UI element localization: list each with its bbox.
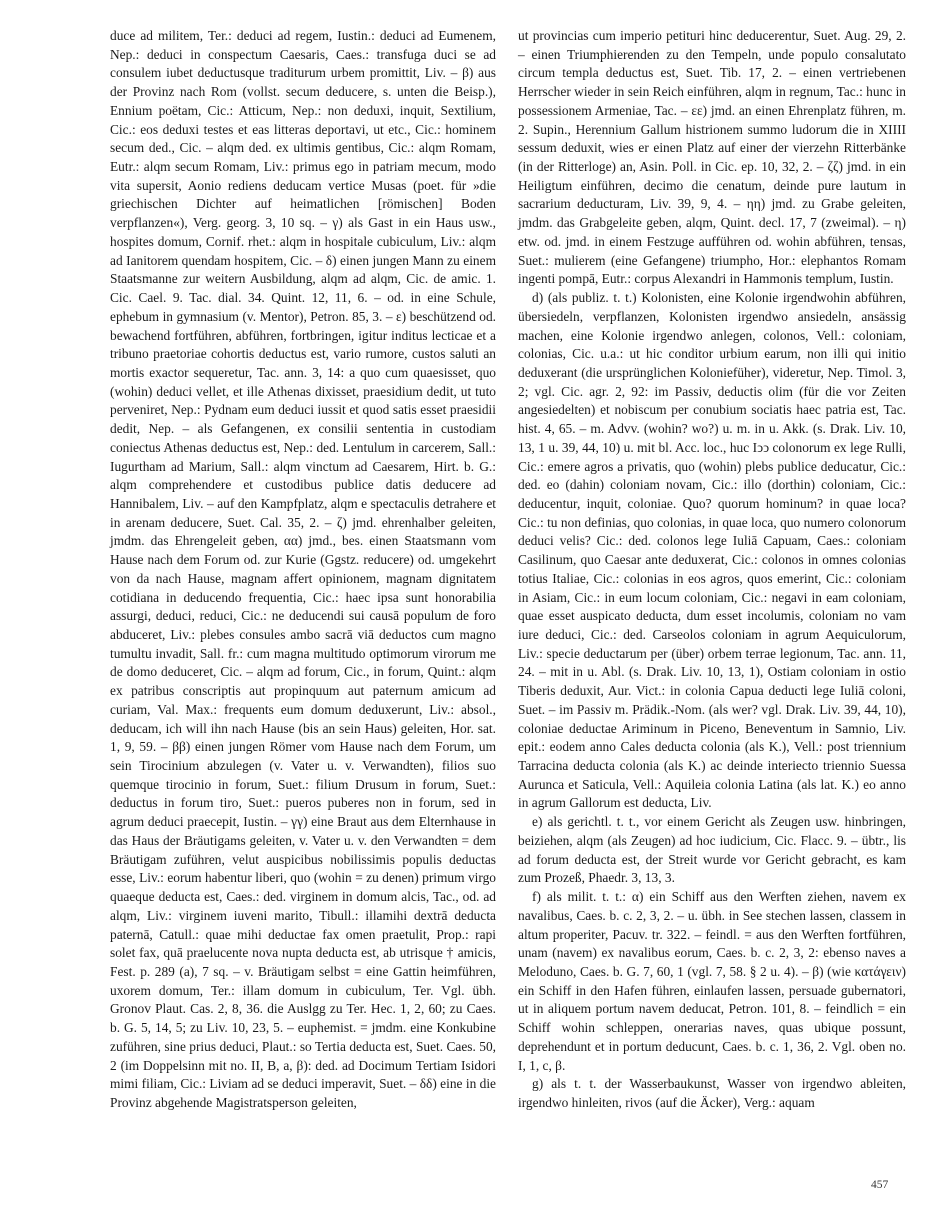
paragraph: g) als t. t. der Wasserbaukunst, Wasser von irgendwo ableiten, irgendwo hinleiten, rivos (auf die Äcker), Verg.: aquam <box>518 1076 906 1110</box>
left-column <box>110 27 496 1113</box>
paragraph: e) als gerichtl. t. t., vor einem Gericht als Zeugen usw. hinbringen, beiziehen, alqm (als Zeugen) ad hoc iudicium, Cic. Flacc. 9. – übtr., lis ad forum deducta est, der Streit wurde vor Gericht gebracht, es kam zum Prozeß, Phaedr. 3, 13, 3. <box>518 814 906 886</box>
paragraph: duce ad militem, Ter.: deduci ad regem, Iustin.: deduci ad Eumenem, Nep.: deduci in conspectum Caesaris, Caes.: transfuga duci se ad consulem iubet deductusque traditurum urbem promittit, Liv. – β) aus der Provinz nach Rom (vollst. secum deducere, s. unten die Beisp.), Ennium poëtam, Cic.: Atticum, Nep.: non deduxi, inquit, Sextilium, Cic.: eos deduxi testes et eas litteras deportavi, ut etc., Cic.: hominem secum ded., Cic. – alqm ded. ex ultimis gentibus, Cic.: alqm Romam, Eutr.: alqm secum Romam, Liv.: primus ego in patriam mecum, modo vita supersit, Aonio rediens deducam vertice Musas (poet. für »die griechischen Dichter auf heimatlichen [römischen] Boden verpflanzen«), Verg. georg. 3, 10 sq. – γ) als Gast in ein Haus usw., hospites domum, Cornif. rhet.: alqm in hospitale cubiculum, Liv.: alqm ad Ianitorem quendam hospitem, Cic. – δ) einen jungen Mann zu einem Staatsmanne zur weitern Ausbildung, alqm ad alqm, Cic. de amic. 1. Cic. Cael. 9. Tac. dial. 34. Quint. 12, 11, 6. – od. in eine Schule, ephebum in gymnasium (v. Mentor), Petron. 85, 3. – ε) beschützend od. bewachend fortführen, abführen, fortbringen, igitur inditus lecticae et a tribuno praetoriae cohortis deductus est, vario rumore, custos saluti an mortis exactor sequeretur, Tac. ann. 3, 14: a quo cum quaesisset, quo (wohin) deduci vellet, et ille Athenas dixisset, praesidium dedit, ut tuto perveniret, Nep.: Pydnam eum deduci iussit et quod satis esset praesidii dedit, Nep. – als Gefangenen, ex consilii sententia in custodiam coniectus Athenas deductus est, Nep.: ded. Lentulum in carcerem, Sall.: Iugurtham ad Marium, Sall.: alqm vinctum ad Caesarem, Hirt. b. G.: alqm comprehendere et custodibus publice datis deducere ad Hannibalem, Liv. – auf den Kampfplatz, alqm e spectaculis detrahere et in arenam deducere, Suet. Cal. 35, 2. – ζ) jmd. ehrenhalber geleiten, jmdm. das Ehrengeleit geben, αα) jmd., bes. einen Staatsmann vom Hause nach dem Forum od. zur Kurie (Ggstz. reducere) od. umgekehrt von da nach Hause, magnam affert opinionem, magnam dignitatem cotidiana in deducendo frequentia, Cic.: haec ipsa sunt honorabilia assurgi, deduci, reduci, Cic.: ne deducendi sui causā populum de foro abduceret, Liv.: plebes consules ambo sacrā viā deductos cum magno tumultu invadit, Sall. fr.: cum magna multitudo optimorum virorum me de domo deduceret, Cic. – alqm ad forum, Cic., in forum, Quint.: alqm ex patribus conscriptis aut propinquum aut paternum amicum ad curiam, Val. Max.: frequents eum domum deduxerunt, Liv.: absol., deducam, ich will ihn nach Hause (bis an sein Haus) geleiten, Hor. sat. 1, 9, 59. – ββ) einen jungen Römer vom Hause nach dem Forum, um sein Tirocinium abzulegen (v. Vater u. v. Verwandten), filios suo quemque tirocinio in forum, Suet.: filium Drusum in forum, Suet.: deductus in forum tiro, Suet.: pueros puberes non in forum, sed in agrum deduci praecepit, Iustin. – γγ) eine Braut aus dem Elternhause in das Haus der Bräutigams geleiten, v. Vater u. v. den Verwandten = dem Bräutigam zuführen, velut auspicibus nobilissimis populis deductas esse, Liv.: eorum habentur liberi, quo (wohin = zu denen) primum virgo quaeque deducta est, Caes.: ded. virginem in domum alcis, Tac., od. ad alqm, Liv.: virginem iuveni marito, Tibull.: illamihi dextrā deducta paternā, Catull.: quae mihi deductae fax omen praetulit, Prop.: rapi solet fax, quā praelucente nova nupta deducta est, ab utrisque † amicis, Fest. p. 289 (a), 7 sq. – v. Bräutigam selbst = eine Gattin heimführen, uxorem domum, Ter.: illam domum in cubiculum, Ter. Vgl. übh. Gronov Plaut. Cas. 2, 8, 36. die Auslgg zu Ter. Hec. 1, 2, 60; zu Caes. b. G. 5, 14, 5; zu Liv. 10, 23, 5. – euphemist. = jmdm. eine Konkubine zuführen, sine prius deduci, Plaut.: so Tertia deducta est, Suet. Caes. 50, 2 (im Doppelsinn mit no. II, B, a, β): ded. ad Docimum Tertiam Isidori mimi filiam, Cic.: Liviam ad se deduci imperavit, Suet. – δδ) eine in die Provinz abgehende Magistratsperson geleiten, <box>110 28 496 1110</box>
right-column <box>518 27 906 1113</box>
page-number: 457 <box>871 1179 889 1191</box>
paragraph: ut provincias cum imperio petituri hinc deducerentur, Suet. Aug. 29, 2. – einen Triumphierenden zu den Tempeln, unde populo consalutato circum templa deductus est, Suet. Tib. 17, 2. – einen vertriebenen Herrscher wieder in sein Reich einführen, alqm in regnum, Tac.: hunc in possessionem Armeniae, Tac. – εε) jmd. an einen Ehrenplatz führen, m. 2. Supin., Herennium Gallum histrionem summo ludorum die in XIIII sessum deduxit, wies er einen Platz auf einer der vierzehn Ritterbänke (in der Ritterloge) an, Asin. Poll. in Cic. ep. 10, 32, 2. – ζζ) jmd. in ein Heiligtum einführen, decimo die cenatum, deinde pure lautum in sacrarium deducturam, Liv. 39, 9, 4. – ηη) jmd. zu Grabe geleiten, jmdm. das Grabgeleite geben, alqm, Quint. decl. 17, 7 (zweimal). – η) etw. od. jmd. in einem Festzuge aufführen od. wohin abführen, tensas, Suet.: mulierem (eine Gefangene) triumpho, Hor.: elephantos Romam ingenti pompā, Eutr.: corpus Alexandri in Hammonis templum, Iustin. <box>518 28 906 287</box>
paragraph: f) als milit. t. t.: α) ein Schiff aus den Werften ziehen, navem ex navalibus, Caes. b. c. 2, 3, 2. – u. übh. in See stechen lassen, classem in altum properiter, Pacuv. tr. 322. – feindl. = aus den Werften fortführen, unam (navem) ex navalibus eorum, Caes. b. c. 2, 3, 2: ebenso naves a Meloduno, Caes. b. G. 7, 60, 1 (vgl. 7, 58. § 2 u. 4). – β) (wie κατάγειν) ein Schiff in den Hafen führen, einlaufen lassen, persuade gubernatori, ut in aliquem portum navem deducat, Petron. 101, 8. – feindlich = ein Schiff wohin schleppen, onerarias naves, quas ubique possunt, deprehendunt et in portum deducunt, Caes. b. c. 1, 36, 2. Vgl. oben no. I, 1, c, β. <box>518 889 906 1073</box>
paragraph: d) (als publiz. t. t.) Kolonisten, eine Kolonie irgendwohin abführen, übersiedeln, verpflanzen, Kolonisten irgendwo ansiedeln, ansässig machen, eine Kolonie irgendwo anlegen, colonos, Vell.: coloniam, colonias, Cic. u.a.: ut hic conditor urbium earum, non illi qui initio deduxerant (die ursprünglichen Koloniefüher), videretur, Nep. Timol. 3, 2; vgl. Cic. agr. 2, 92: im Passiv, deductis olim (für die vor Zeiten angesiedelten) et nobiscum per conubium sociatis haec patria est, Tac. hist. 4, 65. – m. Advv. (wohin? wo?) u. m. in u. Akk. (s. Drak. Liv. 10, 13, 1 u. 39, 44, 10) u. mit bl. Acc. loc., huc Iↄↄ colonorum ex lege Rulli, Cic.: emere agros a privatis, quo (wohin) plebs publice deducatur, Cic.: ded. eo (dahin) coloniam novam, Cic.: illo (dorthin) coloniam, Cic.: deducentur, inquit, coloniae. Quo? quorum hominum? in quae loca? Cic.: tu non definias, quo colonias, in quae loca, quo numero colonorum deduci velis? Cic.: ded. colonos lege Iuliā Capuam, Caes.: coloniam Casilinum, quo Caesar ante deduxerat, Cic.: colonos in omnes colonias totius Italiae, Cic.: colonias in eos agros, quos emerint, Cic.: coloniam in Asiam, Cic.: in eum locum coloniam, Cic.: negavi in eam coloniam, quae esset auspicato deducta, dum esset incolumis, coloniam no vam iure deduci, Cic.: ded. Carseolos coloniam in agrum Aequiculorum, Liv.: specie deductarum per (über) orbem terrae legionum, Tac. ann. 11, 24. – mit in u. Abl. (s. Drak. Liv. 10, 13, 1), Ostiam coloniam in ostio Tiberis deduxit, Aur. Vict.: in colonia Capua deducti lege Iuliā coloni, Suet. – im Passiv m. Prädik.-Nom. (als wer? vgl. Drak. Liv. 39, 44, 10), coloniae deductae Ariminum in Piceno, Beneventum in Samnio, Liv. epit.: eodem anno Cales deducta colonia (als K.), Vell.: post triennium Tarracina deducta colonia (als K.) ac deinde interiecto triennio Suessa Aurunca et Saticula, Vell.: Aquileia colonia Latina (als lat. K.) eo anno in agrum Gallorum est deducta, Liv. <box>518 290 906 811</box>
